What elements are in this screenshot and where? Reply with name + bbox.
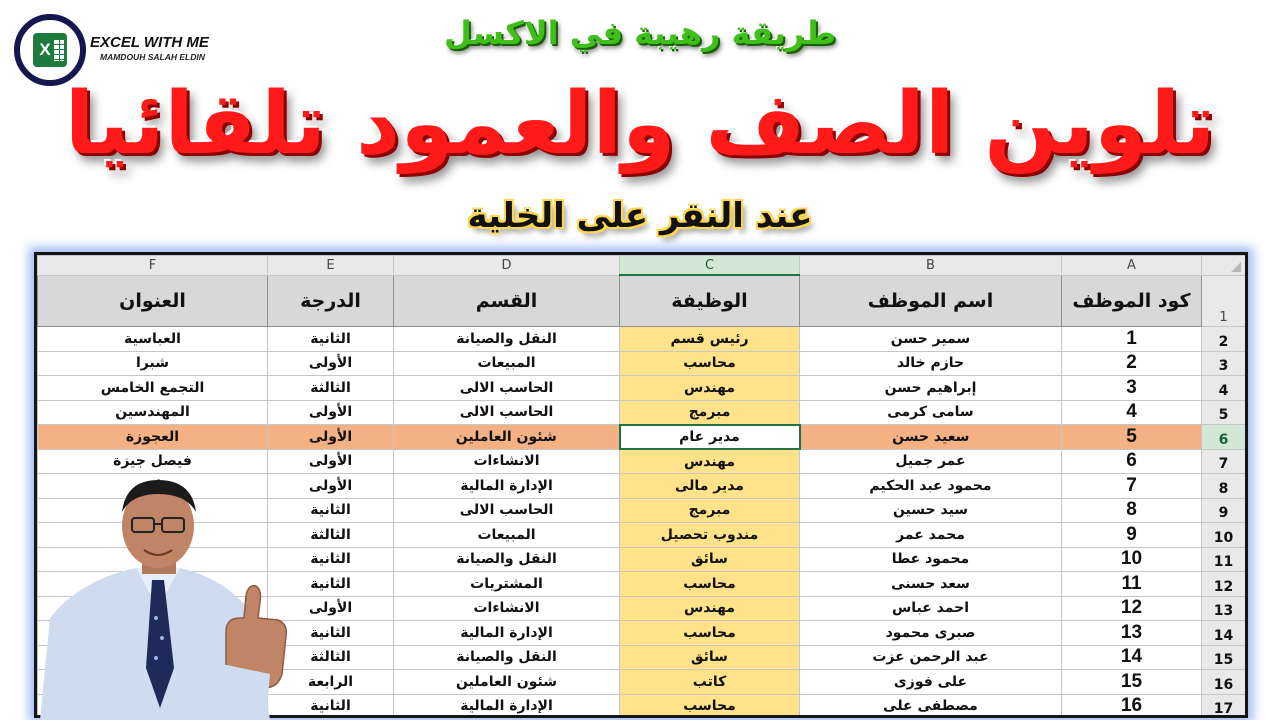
cell-grade[interactable]: الثانية — [268, 572, 394, 597]
cell-name[interactable]: احمد عباس — [800, 596, 1062, 621]
table-row — [38, 400, 1246, 425]
row-number[interactable]: 9 — [1202, 498, 1246, 523]
brand-author: MAMDOUH SALAH ELDIN — [100, 52, 205, 62]
select-all-corner[interactable] — [1202, 256, 1246, 276]
row-number[interactable]: 2 — [1202, 327, 1246, 352]
header-code[interactable]: كود الموظف — [1062, 275, 1202, 327]
cell-department[interactable]: شئون العاملين — [394, 670, 620, 695]
cell-job[interactable]: مهندس — [620, 596, 800, 621]
cell-grade[interactable]: الأولى — [268, 351, 394, 376]
cell-name[interactable]: على فوزى — [800, 670, 1062, 695]
cell-code[interactable]: 2 — [1062, 351, 1202, 376]
cell-code[interactable]: 13 — [1062, 621, 1202, 646]
cell-job[interactable]: مبرمج — [620, 498, 800, 523]
cell-name[interactable]: سعيد حسن — [800, 425, 1062, 450]
row-number[interactable]: 6 — [1202, 425, 1246, 450]
cell-department[interactable]: الإدارة المالية — [394, 694, 620, 718]
cell-department[interactable]: المبيعات — [394, 523, 620, 548]
row-number[interactable]: 1 — [1202, 275, 1246, 327]
header-department[interactable]: القسم — [394, 275, 620, 327]
cell-address[interactable]: العباسية — [38, 327, 268, 352]
table-row — [38, 425, 1246, 450]
row-number[interactable]: 4 — [1202, 376, 1246, 401]
cell-code[interactable]: 11 — [1062, 572, 1202, 597]
row-number[interactable]: 11 — [1202, 547, 1246, 572]
row-number[interactable]: 7 — [1202, 449, 1246, 474]
row-number[interactable]: 3 — [1202, 351, 1246, 376]
cell-grade[interactable]: الأولى — [268, 449, 394, 474]
cell-grade[interactable]: الثالثة — [268, 523, 394, 548]
row-number[interactable]: 13 — [1202, 596, 1246, 621]
cell-code[interactable]: 3 — [1062, 376, 1202, 401]
cell-grade[interactable]: الرابعة — [268, 670, 394, 695]
title-main: تلوين الصف والعمود تلقائيا — [64, 74, 1216, 174]
cell-code[interactable]: 1 — [1062, 327, 1202, 352]
row-number[interactable]: 10 — [1202, 523, 1246, 548]
cell-job[interactable]: محاسب — [620, 572, 800, 597]
cell-grade[interactable]: الأولى — [268, 474, 394, 499]
cell-department[interactable]: الحاسب الالى — [394, 400, 620, 425]
header-address[interactable]: العنوان — [38, 275, 268, 327]
cell-address[interactable]: التجمع الخامس — [38, 376, 268, 401]
cell-grade[interactable]: الثانية — [268, 547, 394, 572]
cell-code[interactable]: 6 — [1062, 449, 1202, 474]
brand-name: EXCEL WITH ME — [90, 34, 209, 51]
cell-name[interactable]: عبد الرحمن عزت — [800, 645, 1062, 670]
cell-department[interactable]: النقل والصيانة — [394, 645, 620, 670]
column-header-f[interactable]: F — [38, 256, 268, 276]
cell-job[interactable]: مندوب تحصيل — [620, 523, 800, 548]
cell-code[interactable]: 16 — [1062, 694, 1202, 718]
table-row — [38, 327, 1246, 352]
title-top: طريقة رهيبة في الاكسل — [444, 14, 836, 52]
header-name[interactable]: اسم الموظف — [800, 275, 1062, 327]
cell-name[interactable]: سمير حسن — [800, 327, 1062, 352]
cell-name[interactable]: عمر جميل — [800, 449, 1062, 474]
cell-name[interactable]: سيد حسين — [800, 498, 1062, 523]
cell-job[interactable]: مدير عام — [620, 425, 800, 450]
cell-job[interactable]: رئيس قسم — [620, 327, 800, 352]
cell-job[interactable]: محاسب — [620, 351, 800, 376]
row-number[interactable]: 16 — [1202, 670, 1246, 695]
column-header-row — [38, 256, 1246, 276]
cell-code[interactable]: 7 — [1062, 474, 1202, 499]
cell-grade[interactable]: الثانية — [268, 694, 394, 718]
cell-department[interactable]: الحاسب الالى — [394, 376, 620, 401]
cell-address[interactable]: شبرا — [38, 351, 268, 376]
cell-name[interactable]: سعد حسنى — [800, 572, 1062, 597]
cell-department[interactable]: الانشاءات — [394, 596, 620, 621]
cell-department[interactable]: النقل والصيانة — [394, 327, 620, 352]
column-header-c[interactable]: C — [620, 256, 800, 276]
cell-job[interactable]: مهندس — [620, 376, 800, 401]
cell-address[interactable]: العجوزة — [38, 425, 268, 450]
cell-job[interactable]: مبرمج — [620, 400, 800, 425]
cell-department[interactable]: الانشاءات — [394, 449, 620, 474]
row-number[interactable]: 5 — [1202, 400, 1246, 425]
cell-job[interactable]: محاسب — [620, 621, 800, 646]
cell-job[interactable]: سائق — [620, 645, 800, 670]
cell-grade[interactable]: الثالثة — [268, 645, 394, 670]
cell-job[interactable]: كاتب — [620, 670, 800, 695]
cell-name[interactable]: حازم خالد — [800, 351, 1062, 376]
cell-grade[interactable]: الثانية — [268, 621, 394, 646]
header-grade[interactable]: الدرجة — [268, 275, 394, 327]
row-number[interactable]: 12 — [1202, 572, 1246, 597]
cell-grade[interactable]: الثانية — [268, 327, 394, 352]
cell-department[interactable]: الإدارة المالية — [394, 474, 620, 499]
row-number[interactable]: 8 — [1202, 474, 1246, 499]
cell-job[interactable]: مدير مالى — [620, 474, 800, 499]
cell-department[interactable]: شئون العاملين — [394, 425, 620, 450]
cell-name[interactable]: محمود عطا — [800, 547, 1062, 572]
cell-code[interactable]: 14 — [1062, 645, 1202, 670]
cell-department[interactable]: المبيعات — [394, 351, 620, 376]
cell-department[interactable]: الحاسب الالى — [394, 498, 620, 523]
cell-code[interactable]: 4 — [1062, 400, 1202, 425]
cell-name[interactable]: صبرى محمود — [800, 621, 1062, 646]
cell-address[interactable]: المهندسين — [38, 400, 268, 425]
excel-logo-letter: X — [39, 40, 51, 59]
row-number[interactable]: 17 — [1202, 694, 1246, 718]
cell-department[interactable]: النقل والصيانة — [394, 547, 620, 572]
cell-code[interactable]: 12 — [1062, 596, 1202, 621]
presenter-photo — [40, 468, 300, 720]
header-job[interactable]: الوظيفة — [620, 275, 800, 327]
cell-name[interactable]: سامى كرمى — [800, 400, 1062, 425]
cell-grade[interactable]: الثالثة — [268, 376, 394, 401]
cell-grade[interactable]: الثانية — [268, 498, 394, 523]
column-header-e[interactable]: E — [268, 256, 394, 276]
cell-code[interactable]: 5 — [1062, 425, 1202, 450]
table-row — [38, 351, 1246, 376]
cell-code[interactable]: 15 — [1062, 670, 1202, 695]
cell-code[interactable]: 8 — [1062, 498, 1202, 523]
cell-code[interactable]: 9 — [1062, 523, 1202, 548]
column-header-d[interactable]: D — [394, 256, 620, 276]
cell-department[interactable]: المشتريات — [394, 572, 620, 597]
column-header-a[interactable]: A — [1062, 256, 1202, 276]
cell-grade[interactable]: الأولى — [268, 596, 394, 621]
cell-code[interactable]: 10 — [1062, 547, 1202, 572]
table-row — [38, 376, 1246, 401]
cell-job[interactable]: مهندس — [620, 449, 800, 474]
cell-grade[interactable]: الأولى — [268, 425, 394, 450]
cell-job[interactable]: محاسب — [620, 694, 800, 718]
cell-department[interactable]: الإدارة المالية — [394, 621, 620, 646]
cell-grade[interactable]: الأولى — [268, 400, 394, 425]
cell-job[interactable]: سائق — [620, 547, 800, 572]
cell-name[interactable]: محمود عبد الحكيم — [800, 474, 1062, 499]
row-number[interactable]: 14 — [1202, 621, 1246, 646]
table-header-row — [38, 275, 1246, 327]
cell-address[interactable]: فيصل جيزة — [38, 449, 268, 474]
cell-name[interactable]: مصطفى على — [800, 694, 1062, 718]
title-sub: عند النقر على الخلية — [467, 196, 813, 236]
cell-name[interactable]: محمد عمر — [800, 523, 1062, 548]
cell-name[interactable]: إبراهيم حسن — [800, 376, 1062, 401]
column-header-b[interactable]: B — [800, 256, 1062, 276]
row-number[interactable]: 15 — [1202, 645, 1246, 670]
